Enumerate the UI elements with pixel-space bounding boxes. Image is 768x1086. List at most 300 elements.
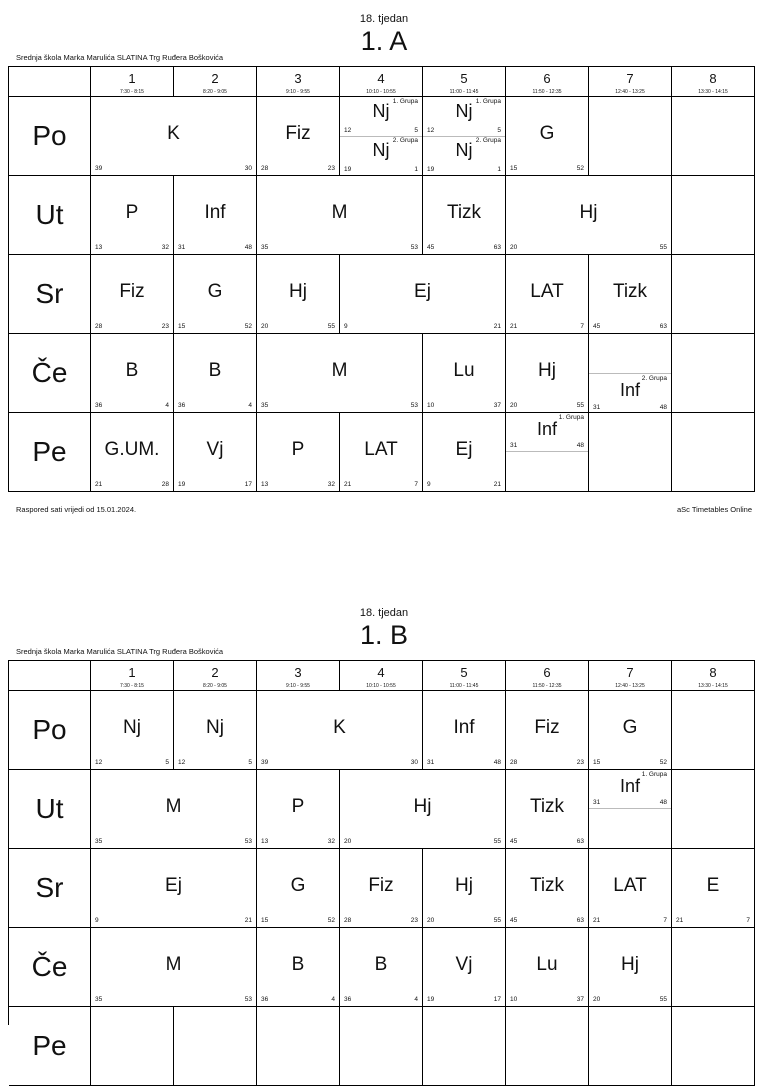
period-number: 5 [460, 665, 468, 680]
lesson-subject: M [165, 796, 182, 818]
room-number: 15 [510, 165, 518, 172]
room-number: 20 [593, 996, 601, 1003]
room-number: 19 [178, 481, 186, 488]
period-time: 9:10 - 9:55 [286, 89, 310, 95]
lesson-subject: B [291, 954, 305, 976]
teacher-code: 28 [161, 481, 169, 488]
lesson-cell [91, 928, 257, 1007]
room-number: 20 [261, 323, 269, 330]
teacher-code: 17 [244, 481, 252, 488]
lesson-subject: P [291, 796, 305, 818]
empty-cell [672, 176, 755, 255]
day-name: Ut [35, 793, 64, 824]
lesson-subject: Nj [372, 101, 390, 121]
lesson-cell [506, 413, 589, 492]
teacher-code: 55 [659, 244, 667, 251]
day-name: Če [31, 951, 68, 982]
empty-cell [672, 928, 755, 1007]
period-time: 9:10 - 9:55 [286, 683, 310, 689]
lesson-subject: Nj [123, 717, 141, 739]
lesson-cell [174, 413, 257, 492]
empty-cell [672, 770, 755, 849]
teacher-code: 23 [327, 165, 335, 172]
group-lesson [506, 413, 588, 452]
lesson-subject: M [165, 954, 182, 976]
room-number: 21 [344, 481, 352, 488]
period-header [174, 661, 257, 691]
teacher-code: 5 [414, 127, 418, 134]
lesson-subject: K [167, 123, 180, 145]
lesson-subject: Hj [579, 202, 598, 224]
period-time: 12:40 - 13:25 [615, 89, 645, 95]
period-number: 3 [294, 71, 302, 86]
lesson-cell [506, 334, 589, 413]
teacher-code: 5 [165, 759, 169, 766]
day-name: Ut [35, 199, 64, 230]
teacher-code: 37 [493, 402, 501, 409]
lesson-subject: Ej [455, 439, 473, 461]
day-label [9, 413, 91, 492]
lesson-subject: Inf [536, 419, 557, 439]
period-header [672, 661, 755, 691]
period-time: 10:10 - 10:55 [366, 89, 396, 95]
class-title: 1. B [359, 620, 409, 650]
teacher-code: 48 [244, 244, 252, 251]
period-number: 6 [543, 71, 551, 86]
lesson-cell [91, 770, 257, 849]
lesson-cell [91, 97, 257, 176]
room-number: 13 [261, 481, 269, 488]
teacher-code: 17 [493, 996, 501, 1003]
period-number: 4 [377, 665, 385, 680]
lesson-cell [423, 97, 506, 176]
lesson-subject: LAT [364, 439, 398, 461]
lesson-cell [506, 255, 589, 334]
empty-cell [91, 1007, 174, 1086]
teacher-code: 7 [746, 917, 750, 924]
period-time: 13:30 - 14:15 [698, 89, 728, 95]
group-lesson [423, 97, 505, 137]
lesson-cell [672, 849, 755, 928]
period-header [340, 661, 423, 691]
teacher-code: 4 [331, 996, 335, 1003]
day-name: Pe [32, 1030, 67, 1061]
room-number: 35 [261, 402, 269, 409]
room-number: 28 [261, 165, 269, 172]
day-name: Po [32, 120, 67, 151]
teacher-code: 63 [576, 838, 584, 845]
teacher-code: 21 [244, 917, 252, 924]
teacher-code: 5 [248, 759, 252, 766]
room-number: 9 [427, 481, 431, 488]
period-time: 11:00 - 11:45 [449, 683, 479, 689]
lesson-cell [257, 334, 423, 413]
lesson-cell [423, 691, 506, 770]
room-number: 39 [95, 165, 103, 172]
period-time: 13:30 - 14:15 [698, 683, 728, 689]
teacher-code: 53 [410, 402, 418, 409]
lesson-subject: Fiz [285, 123, 311, 145]
lesson-subject: Hj [538, 360, 556, 382]
lesson-cell [257, 97, 340, 176]
teacher-code: 23 [161, 323, 169, 330]
room-number: 21 [593, 917, 601, 924]
room-number: 9 [344, 323, 348, 330]
room-number: 36 [95, 402, 103, 409]
lesson-subject: Fiz [534, 717, 560, 739]
teacher-code: 48 [659, 799, 667, 806]
lesson-cell [506, 770, 589, 849]
day-label [9, 97, 91, 176]
lesson-subject: Nj [372, 140, 390, 160]
teacher-code: 7 [414, 481, 418, 488]
room-number: 20 [510, 244, 518, 251]
room-number: 31 [178, 244, 186, 251]
lesson-cell [91, 691, 174, 770]
day-name: Če [31, 357, 68, 388]
lesson-cell [91, 413, 174, 492]
empty-cell [672, 334, 755, 413]
teacher-code: 30 [410, 759, 418, 766]
room-number: 35 [261, 244, 269, 251]
lesson-cell [589, 849, 672, 928]
period-number: 8 [709, 665, 717, 680]
period-header [257, 661, 340, 691]
period-header [91, 661, 174, 691]
room-number: 36 [344, 996, 352, 1003]
empty-cell [589, 413, 672, 492]
lesson-cell [506, 176, 672, 255]
teacher-code: 21 [493, 481, 501, 488]
room-number: 13 [261, 838, 269, 845]
teacher-code: 48 [659, 404, 667, 411]
teacher-code: 4 [414, 996, 418, 1003]
lesson-subject: Hj [455, 875, 473, 897]
teacher-code: 48 [576, 442, 584, 449]
teacher-code: 32 [161, 244, 169, 251]
teacher-code: 52 [327, 917, 335, 924]
lesson-subject: Tizk [446, 202, 482, 224]
lesson-subject: E [706, 875, 720, 897]
class-title: 1. A [360, 26, 408, 56]
period-number: 2 [211, 71, 219, 86]
teacher-code: 55 [493, 838, 501, 845]
lesson-cell [174, 176, 257, 255]
period-time: 10:10 - 10:55 [366, 683, 396, 689]
empty-cell [672, 1007, 755, 1086]
period-header [589, 661, 672, 691]
day-label [9, 334, 91, 413]
teacher-code: 23 [410, 917, 418, 924]
lesson-subject: G.UM. [104, 439, 160, 461]
empty-cell [672, 97, 755, 176]
lesson-cell [589, 334, 672, 413]
teacher-code: 55 [576, 402, 584, 409]
lesson-subject: G [290, 875, 306, 897]
room-number: 31 [427, 759, 435, 766]
group-label: 2. Grupa [641, 375, 667, 382]
teacher-code: 53 [244, 838, 252, 845]
lesson-cell [589, 255, 672, 334]
room-number: 31 [593, 404, 601, 411]
lesson-subject: M [331, 202, 348, 224]
lesson-subject: Inf [453, 717, 475, 739]
lesson-cell [423, 928, 506, 1007]
lesson-cell [506, 849, 589, 928]
room-number: 19 [427, 166, 435, 173]
period-header [174, 67, 257, 97]
room-number: 35 [95, 996, 103, 1003]
teacher-code: 55 [659, 996, 667, 1003]
period-time: 12:40 - 13:25 [615, 683, 645, 689]
lesson-cell [340, 97, 423, 176]
lesson-subject: Vj [455, 954, 473, 976]
lesson-subject: B [374, 954, 388, 976]
lesson-cell [423, 334, 506, 413]
lesson-subject: G [207, 281, 223, 303]
lesson-subject: Hj [289, 281, 307, 303]
group-label: 2. Grupa [475, 137, 501, 144]
group-lesson [423, 136, 505, 175]
teacher-code: 5 [497, 127, 501, 134]
lesson-cell [340, 413, 423, 492]
lesson-subject: M [331, 360, 348, 382]
period-time: 7:30 - 8:15 [120, 89, 144, 95]
room-number: 12 [427, 127, 435, 134]
teacher-code: 55 [493, 917, 501, 924]
room-number: 12 [95, 759, 103, 766]
header-corner [9, 661, 91, 691]
room-number: 13 [95, 244, 103, 251]
lesson-cell [174, 255, 257, 334]
teacher-code: 32 [327, 838, 335, 845]
lesson-cell [174, 691, 257, 770]
teacher-code: 1 [414, 166, 418, 173]
empty-cell [174, 1007, 257, 1086]
room-number: 36 [261, 996, 269, 1003]
teacher-code: 23 [576, 759, 584, 766]
group-label: 1. Grupa [558, 414, 584, 421]
lesson-subject: Ej [414, 281, 431, 303]
lesson-subject: Hj [413, 796, 432, 818]
lesson-subject: Nj [455, 140, 473, 160]
empty-cell [672, 691, 755, 770]
lesson-cell [174, 334, 257, 413]
lesson-cell [257, 849, 340, 928]
week-label: 18. tjedan [359, 607, 409, 619]
day-label [9, 770, 91, 849]
footer-brand: aSc Timetables Online [676, 505, 752, 514]
lesson-subject: Nj [455, 101, 473, 121]
lesson-subject: Hj [621, 954, 639, 976]
timetable-grid [8, 660, 755, 1061]
lesson-subject: Lu [453, 360, 475, 382]
period-number: 3 [294, 665, 302, 680]
room-number: 19 [344, 166, 352, 173]
lesson-subject: Inf [619, 776, 640, 796]
room-number: 21 [510, 323, 518, 330]
lesson-subject: G [539, 123, 555, 145]
room-number: 15 [261, 917, 269, 924]
period-time: 11:00 - 11:45 [449, 89, 479, 95]
day-name: Sr [35, 872, 64, 903]
lesson-subject: B [208, 360, 222, 382]
teacher-code: 30 [244, 165, 252, 172]
teacher-code: 21 [493, 323, 501, 330]
lesson-cell [423, 849, 506, 928]
lesson-subject: B [125, 360, 139, 382]
lesson-subject: Tizk [612, 281, 648, 303]
period-number: 1 [128, 665, 136, 680]
lesson-cell [257, 770, 340, 849]
day-label [9, 849, 91, 928]
lesson-cell [257, 413, 340, 492]
period-header [672, 67, 755, 97]
day-name: Po [32, 714, 67, 745]
period-header [589, 67, 672, 97]
teacher-code: 53 [410, 244, 418, 251]
lesson-cell [589, 691, 672, 770]
day-name: Pe [32, 436, 67, 467]
lesson-cell [340, 770, 506, 849]
teacher-code: 52 [576, 165, 584, 172]
empty-cell [589, 1007, 672, 1086]
room-number: 19 [427, 996, 435, 1003]
empty-cell [257, 1007, 340, 1086]
lesson-cell [423, 176, 506, 255]
room-number: 12 [344, 127, 352, 134]
lesson-subject: P [291, 439, 305, 461]
lesson-subject: Inf [619, 380, 640, 400]
teacher-code: 32 [327, 481, 335, 488]
lesson-cell [257, 928, 340, 1007]
lesson-cell [506, 928, 589, 1007]
room-number: 45 [510, 917, 518, 924]
day-name: Sr [35, 278, 64, 309]
lesson-subject: K [333, 717, 346, 739]
lesson-cell [91, 176, 174, 255]
lesson-cell [506, 691, 589, 770]
teacher-code: 1 [497, 166, 501, 173]
lesson-cell [340, 928, 423, 1007]
validity-note: Raspored sati vrijedi od 15.01.2024. [16, 505, 137, 514]
lesson-cell [91, 255, 174, 334]
teacher-code: 4 [165, 402, 169, 409]
period-number: 8 [709, 71, 717, 86]
week-label: 18. tjedan [359, 13, 409, 25]
school-name: Srednja škola Marka Marulića SLATINA Trg Ruđera Boškovića [16, 53, 224, 62]
room-number: 21 [676, 917, 684, 924]
room-number: 36 [178, 402, 186, 409]
header-corner [9, 67, 91, 97]
period-header [257, 67, 340, 97]
period-time: 11:50 - 12:35 [532, 683, 562, 689]
teacher-code: 7 [663, 917, 667, 924]
day-label [9, 255, 91, 334]
empty-cell [672, 255, 755, 334]
group-label: 2. Grupa [392, 137, 418, 144]
lesson-subject: Fiz [368, 875, 394, 897]
teacher-code: 52 [659, 759, 667, 766]
day-label [9, 1007, 91, 1086]
room-number: 20 [344, 838, 352, 845]
school-name: Srednja škola Marka Marulića SLATINA Trg Ruđera Boškovića [16, 647, 224, 656]
group-lesson [589, 770, 671, 809]
room-number: 9 [95, 917, 99, 924]
room-number: 45 [427, 244, 435, 251]
lesson-subject: Ej [165, 875, 182, 897]
room-number: 39 [261, 759, 269, 766]
group-lesson [589, 373, 671, 413]
lesson-cell [506, 97, 589, 176]
room-number: 31 [510, 442, 518, 449]
lesson-subject: Tizk [529, 875, 565, 897]
empty-cell [589, 97, 672, 176]
period-header [423, 67, 506, 97]
period-time: 8:20 - 9:05 [203, 683, 227, 689]
room-number: 21 [95, 481, 103, 488]
lesson-cell [340, 849, 423, 928]
room-number: 15 [593, 759, 601, 766]
teacher-code: 4 [248, 402, 252, 409]
day-label [9, 691, 91, 770]
period-header [91, 67, 174, 97]
period-time: 7:30 - 8:15 [120, 683, 144, 689]
period-number: 2 [211, 665, 219, 680]
period-header [506, 661, 589, 691]
group-label: 1. Grupa [392, 98, 418, 105]
room-number: 15 [178, 323, 186, 330]
room-number: 12 [178, 759, 186, 766]
lesson-subject: Nj [206, 717, 224, 739]
group-lesson [340, 136, 422, 175]
room-number: 28 [510, 759, 518, 766]
lesson-cell [423, 413, 506, 492]
room-number: 20 [427, 917, 435, 924]
period-number: 7 [626, 665, 634, 680]
teacher-code: 48 [493, 759, 501, 766]
period-number: 6 [543, 665, 551, 680]
lesson-subject: Fiz [119, 281, 145, 303]
room-number: 10 [427, 402, 435, 409]
teacher-code: 52 [244, 323, 252, 330]
lesson-cell [340, 255, 506, 334]
lesson-subject: Inf [204, 202, 226, 224]
period-time: 11:50 - 12:35 [532, 89, 562, 95]
group-label: 1. Grupa [641, 771, 667, 778]
period-time: 8:20 - 9:05 [203, 89, 227, 95]
period-number: 7 [626, 71, 634, 86]
room-number: 31 [593, 799, 601, 806]
room-number: 10 [510, 996, 518, 1003]
lesson-cell [91, 334, 174, 413]
room-number: 28 [344, 917, 352, 924]
lesson-subject: P [125, 202, 139, 224]
teacher-code: 37 [576, 996, 584, 1003]
lesson-subject: Lu [536, 954, 558, 976]
day-label [9, 928, 91, 1007]
group-lesson [340, 97, 422, 137]
empty-cell [423, 1007, 506, 1086]
period-number: 1 [128, 71, 136, 86]
room-number: 28 [95, 323, 103, 330]
period-header [423, 661, 506, 691]
day-label [9, 176, 91, 255]
lesson-subject: Tizk [529, 796, 565, 818]
empty-cell [672, 413, 755, 492]
teacher-code: 55 [327, 323, 335, 330]
lesson-subject: LAT [530, 281, 564, 303]
